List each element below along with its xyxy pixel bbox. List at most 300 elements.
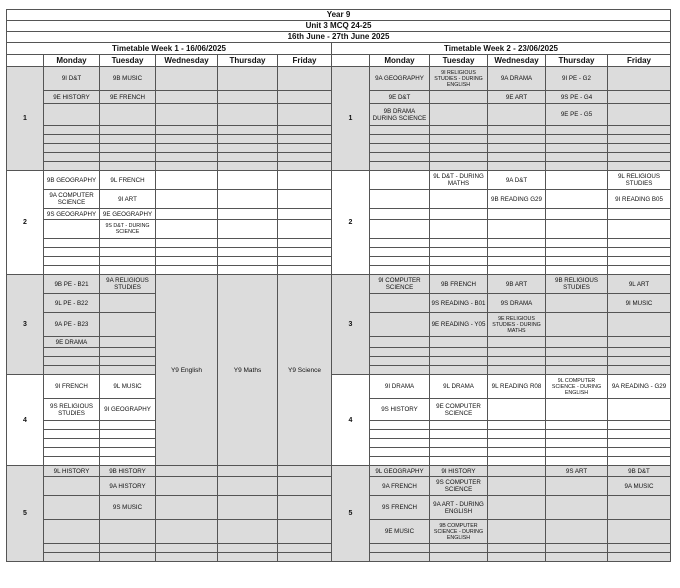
timetable-cell bbox=[218, 162, 278, 171]
timetable-cell bbox=[488, 348, 546, 357]
timetable-cell bbox=[546, 171, 608, 190]
timetable-cell bbox=[430, 544, 488, 553]
timetable-cell bbox=[218, 104, 278, 126]
timetable-cell: 9E FRENCH bbox=[100, 91, 156, 104]
timetable-cell bbox=[218, 153, 278, 162]
timetable-cell bbox=[44, 239, 100, 248]
timetable-cell bbox=[100, 544, 156, 553]
timetable-cell bbox=[44, 257, 100, 266]
timetable-cell bbox=[370, 209, 430, 220]
timetable-cell bbox=[44, 266, 100, 275]
timetable-cell bbox=[430, 553, 488, 562]
timetable-cell bbox=[100, 348, 156, 357]
timetable-cell bbox=[546, 520, 608, 544]
timetable-cell bbox=[546, 153, 608, 162]
timetable-cell bbox=[488, 257, 546, 266]
timetable-cell: 9L COMPUTER SCIENCE - DURING ENGLISH bbox=[546, 375, 608, 399]
timetable-cell bbox=[278, 466, 332, 477]
timetable-cell bbox=[44, 553, 100, 562]
timetable-cell bbox=[156, 144, 218, 153]
timetable-cell bbox=[546, 248, 608, 257]
timetable-cell bbox=[100, 248, 156, 257]
timetable-cell bbox=[44, 126, 100, 135]
timetable-cell bbox=[430, 357, 488, 366]
timetable-cell bbox=[608, 520, 671, 544]
timetable-cell bbox=[488, 126, 546, 135]
timetable-cell bbox=[156, 520, 218, 544]
timetable-cell bbox=[156, 266, 218, 275]
timetable-cell bbox=[370, 190, 430, 209]
timetable-cell: 9I HISTORY bbox=[430, 466, 488, 477]
timetable-cell bbox=[156, 91, 218, 104]
timetable-cell bbox=[370, 430, 430, 439]
timetable-cell: 9S HISTORY bbox=[370, 399, 430, 421]
timetable-cell bbox=[546, 220, 608, 239]
timetable-cell bbox=[100, 162, 156, 171]
timetable-cell bbox=[156, 220, 218, 239]
timetable-cell bbox=[488, 162, 546, 171]
w2-period-2: 2 bbox=[332, 171, 370, 275]
timetable-cell bbox=[100, 104, 156, 126]
timetable-cell bbox=[370, 220, 430, 239]
w1-day-wednesday: Wednesday bbox=[156, 55, 218, 67]
timetable-cell bbox=[100, 439, 156, 448]
timetable-cell bbox=[218, 209, 278, 220]
timetable-cell: 9I COMPUTER SCIENCE bbox=[370, 275, 430, 294]
timetable-cell: 9A PE - B23 bbox=[44, 313, 100, 337]
timetable-cell bbox=[608, 220, 671, 239]
timetable-cell bbox=[218, 144, 278, 153]
timetable-cell bbox=[608, 544, 671, 553]
timetable-cell bbox=[44, 496, 100, 520]
timetable-cell bbox=[546, 294, 608, 313]
timetable-cell bbox=[100, 294, 156, 313]
timetable-cell bbox=[546, 348, 608, 357]
timetable-cell bbox=[546, 162, 608, 171]
timetable-cell bbox=[488, 248, 546, 257]
timetable-cell: 9E D&T bbox=[370, 91, 430, 104]
timetable-cell bbox=[488, 104, 546, 126]
w2-day-monday: Monday bbox=[370, 55, 430, 67]
timetable-cell bbox=[488, 153, 546, 162]
timetable-cell bbox=[278, 171, 332, 190]
timetable-cell: 9I ART bbox=[100, 190, 156, 209]
timetable-cell bbox=[100, 266, 156, 275]
timetable-cell bbox=[100, 421, 156, 430]
timetable-cell bbox=[218, 190, 278, 209]
timetable-cell bbox=[430, 209, 488, 220]
timetable-cell bbox=[370, 337, 430, 348]
timetable-cell bbox=[546, 144, 608, 153]
timetable-cell bbox=[430, 135, 488, 144]
timetable-cell: 9B FRENCH bbox=[430, 275, 488, 294]
timetable-cell bbox=[370, 153, 430, 162]
timetable-cell: 9L FRENCH bbox=[100, 171, 156, 190]
timetable-cell: 9L MUSIC bbox=[100, 375, 156, 399]
timetable-cell: 9L DRAMA bbox=[430, 375, 488, 399]
timetable-cell bbox=[44, 477, 100, 496]
timetable-cell bbox=[430, 448, 488, 457]
timetable-cell bbox=[156, 190, 218, 209]
timetable-cell bbox=[608, 439, 671, 448]
period-col-header bbox=[7, 55, 44, 67]
timetable-cell bbox=[488, 439, 546, 448]
timetable-cell: 9L HISTORY bbox=[44, 466, 100, 477]
timetable-cell: 9B READING G29 bbox=[488, 190, 546, 209]
timetable-cell: 9B COMPUTER SCIENCE - DURING ENGLISH bbox=[430, 520, 488, 544]
timetable-cell bbox=[608, 67, 671, 91]
timetable-cell bbox=[100, 520, 156, 544]
timetable-cell bbox=[430, 337, 488, 348]
timetable-cell bbox=[370, 313, 430, 337]
timetable-cell bbox=[370, 553, 430, 562]
timetable-cell bbox=[100, 135, 156, 144]
timetable-cell bbox=[370, 457, 430, 466]
timetable-cell bbox=[488, 366, 546, 375]
timetable-cell bbox=[430, 190, 488, 209]
timetable-cell bbox=[488, 544, 546, 553]
timetable-cell bbox=[488, 553, 546, 562]
timetable-cell: 9A FRENCH bbox=[370, 477, 430, 496]
year-title: Year 9 bbox=[7, 10, 671, 21]
timetable-cell bbox=[156, 153, 218, 162]
timetable-cell: 9S ART bbox=[546, 466, 608, 477]
week1-title: Timetable Week 1 - 16/06/2025 bbox=[7, 43, 332, 55]
timetable-cell bbox=[608, 457, 671, 466]
timetable-cell: 9S GEOGRAPHY bbox=[44, 209, 100, 220]
timetable-cell bbox=[156, 257, 218, 266]
timetable-cell bbox=[608, 248, 671, 257]
timetable-cell bbox=[100, 257, 156, 266]
timetable-cell bbox=[370, 439, 430, 448]
timetable-cell bbox=[218, 544, 278, 553]
timetable-cell: 9E HISTORY bbox=[44, 91, 100, 104]
w2-period-4: 4 bbox=[332, 375, 370, 466]
timetable-cell: 9A READING - G29 bbox=[608, 375, 671, 399]
timetable-cell bbox=[546, 439, 608, 448]
timetable-cell bbox=[430, 430, 488, 439]
timetable-cell: 9I MUSIC bbox=[608, 294, 671, 313]
week2-title: Timetable Week 2 - 23/06/2025 bbox=[332, 43, 671, 55]
timetable-cell bbox=[488, 144, 546, 153]
timetable-cell bbox=[608, 209, 671, 220]
timetable-cell bbox=[100, 313, 156, 337]
timetable-cell bbox=[608, 430, 671, 439]
timetable-cell bbox=[546, 337, 608, 348]
timetable-cell bbox=[608, 153, 671, 162]
timetable-cell: 9E PE - G5 bbox=[546, 104, 608, 126]
timetable-cell bbox=[488, 477, 546, 496]
timetable-cell bbox=[430, 421, 488, 430]
timetable-cell bbox=[608, 91, 671, 104]
timetable-cell: 9B D&T bbox=[608, 466, 671, 477]
timetable-cell bbox=[278, 153, 332, 162]
timetable-cell bbox=[430, 266, 488, 275]
timetable-cell bbox=[546, 477, 608, 496]
timetable-cell bbox=[370, 239, 430, 248]
timetable-cell bbox=[488, 220, 546, 239]
timetable-cell bbox=[430, 439, 488, 448]
timetable-cell: 9I FRENCH bbox=[44, 375, 100, 399]
timetable-cell bbox=[100, 457, 156, 466]
timetable-cell bbox=[156, 171, 218, 190]
timetable-cell bbox=[44, 153, 100, 162]
timetable-cell bbox=[278, 257, 332, 266]
timetable-cell bbox=[488, 421, 546, 430]
timetable-cell bbox=[218, 248, 278, 257]
timetable-cell bbox=[608, 421, 671, 430]
timetable-cell bbox=[370, 266, 430, 275]
timetable-cell: 9S MUSIC bbox=[100, 496, 156, 520]
timetable-cell: 9S READING - B01 bbox=[430, 294, 488, 313]
timetable-cell bbox=[488, 466, 546, 477]
timetable-cell bbox=[278, 104, 332, 126]
timetable-cell bbox=[44, 544, 100, 553]
timetable-cell bbox=[546, 496, 608, 520]
timetable-cell bbox=[218, 266, 278, 275]
timetable-cell bbox=[370, 144, 430, 153]
timetable-cell: 9L RELIGIOUS STUDIES bbox=[608, 171, 671, 190]
timetable-cell bbox=[156, 104, 218, 126]
w2-period-3: 3 bbox=[332, 275, 370, 375]
w2-day-wednesday: Wednesday bbox=[488, 55, 546, 67]
timetable-cell bbox=[278, 190, 332, 209]
timetable-cell: 9S DRAMA bbox=[488, 294, 546, 313]
period-col-header bbox=[332, 55, 370, 67]
timetable-cell bbox=[100, 126, 156, 135]
timetable-cell: 9I D&T bbox=[44, 67, 100, 91]
timetable-cell bbox=[218, 520, 278, 544]
timetable-cell bbox=[608, 337, 671, 348]
timetable-cell bbox=[44, 104, 100, 126]
timetable-cell bbox=[278, 220, 332, 239]
timetable-cell bbox=[370, 248, 430, 257]
timetable-cell bbox=[608, 399, 671, 421]
timetable-cell bbox=[430, 366, 488, 375]
timetable-cell bbox=[608, 144, 671, 153]
timetable-cell bbox=[488, 457, 546, 466]
timetable-cell: 9L GEOGRAPHY bbox=[370, 466, 430, 477]
timetable-cell bbox=[100, 337, 156, 348]
timetable-cell bbox=[44, 357, 100, 366]
timetable-cell bbox=[546, 448, 608, 457]
timetable-cell: 9E RELIGIOUS STUDIES - DURING MATHS bbox=[488, 313, 546, 337]
timetable-cell: 9L PE - B22 bbox=[44, 294, 100, 313]
timetable-cell bbox=[100, 153, 156, 162]
timetable-cell bbox=[430, 104, 488, 126]
timetable-cell: 9I GEOGRAPHY bbox=[100, 399, 156, 421]
timetable-cell bbox=[546, 544, 608, 553]
timetable-cell bbox=[370, 135, 430, 144]
timetable-cell bbox=[218, 477, 278, 496]
timetable-cell: 9I PE - G2 bbox=[546, 67, 608, 91]
timetable-cell bbox=[608, 104, 671, 126]
timetable-cell bbox=[218, 91, 278, 104]
timetable-cell bbox=[156, 162, 218, 171]
timetable-cell bbox=[608, 257, 671, 266]
timetable-cell bbox=[546, 266, 608, 275]
timetable-cell bbox=[430, 348, 488, 357]
timetable-cell bbox=[430, 144, 488, 153]
timetable-cell: 9B DRAMA DURING SCIENCE bbox=[370, 104, 430, 126]
timetable-cell bbox=[278, 496, 332, 520]
timetable-cell bbox=[156, 126, 218, 135]
timetable-cell: 9B HISTORY bbox=[100, 466, 156, 477]
timetable-cell bbox=[156, 209, 218, 220]
timetable-cell bbox=[278, 553, 332, 562]
timetable-cell: 9I DRAMA bbox=[370, 375, 430, 399]
timetable-cell bbox=[488, 135, 546, 144]
timetable-cell bbox=[44, 248, 100, 257]
timetable-cell bbox=[546, 257, 608, 266]
timetable-cell bbox=[100, 448, 156, 457]
timetable-cell bbox=[608, 266, 671, 275]
timetable-cell bbox=[156, 496, 218, 520]
timetable-cell bbox=[546, 239, 608, 248]
timetable-cell bbox=[546, 366, 608, 375]
timetable-cell bbox=[278, 209, 332, 220]
timetable-cell bbox=[430, 220, 488, 239]
timetable-cell bbox=[218, 496, 278, 520]
timetable-cell bbox=[218, 239, 278, 248]
w2-period-5: 5 bbox=[332, 466, 370, 562]
timetable-cell bbox=[370, 357, 430, 366]
timetable-cell bbox=[44, 135, 100, 144]
timetable-cell bbox=[488, 520, 546, 544]
timetable-cell bbox=[370, 126, 430, 135]
timetable-cell bbox=[370, 366, 430, 375]
timetable-cell bbox=[488, 357, 546, 366]
timetable-cell: 9E COMPUTER SCIENCE bbox=[430, 399, 488, 421]
w1-day-friday: Friday bbox=[278, 55, 332, 67]
timetable-cell bbox=[156, 477, 218, 496]
timetable-cell: 9L D&T - DURING MATHS bbox=[430, 171, 488, 190]
timetable-cell: 9B MUSIC bbox=[100, 67, 156, 91]
timetable-cell: 9S RELIGIOUS STUDIES bbox=[44, 399, 100, 421]
timetable-cell: 9A DRAMA bbox=[488, 67, 546, 91]
timetable-cell bbox=[488, 209, 546, 220]
timetable-cell bbox=[370, 544, 430, 553]
timetable-cell bbox=[370, 171, 430, 190]
timetable-cell: 9A RELIGIOUS STUDIES bbox=[100, 275, 156, 294]
timetable-cell bbox=[44, 144, 100, 153]
timetable-cell bbox=[488, 337, 546, 348]
timetable-cell bbox=[278, 144, 332, 153]
timetable-cell: 9E GEOGRAPHY bbox=[100, 209, 156, 220]
timetable-cell bbox=[278, 126, 332, 135]
timetable-cell bbox=[608, 126, 671, 135]
timetable-cell bbox=[100, 430, 156, 439]
timetable-cell bbox=[546, 457, 608, 466]
timetable-cell bbox=[488, 399, 546, 421]
date-range: 16th June - 27th June 2025 bbox=[7, 32, 671, 43]
w1-period-2: 2 bbox=[7, 171, 44, 275]
unit-title: Unit 3 MCQ 24-25 bbox=[7, 21, 671, 32]
timetable-cell bbox=[546, 190, 608, 209]
timetable-cell bbox=[156, 239, 218, 248]
timetable-cell bbox=[218, 553, 278, 562]
timetable bbox=[6, 9, 671, 562]
timetable-cell: 9L ART bbox=[608, 275, 671, 294]
timetable-cell bbox=[156, 248, 218, 257]
timetable-cell bbox=[608, 448, 671, 457]
timetable-cell bbox=[546, 135, 608, 144]
timetable-cell bbox=[44, 162, 100, 171]
timetable-cell bbox=[546, 313, 608, 337]
timetable-cell bbox=[608, 357, 671, 366]
timetable-cell bbox=[278, 135, 332, 144]
timetable-cell bbox=[44, 439, 100, 448]
timetable-cell bbox=[546, 209, 608, 220]
timetable-cell: 9E READING - Y05 bbox=[430, 313, 488, 337]
w1-period-1: 1 bbox=[7, 67, 44, 171]
timetable-cell bbox=[278, 248, 332, 257]
timetable-cell bbox=[156, 135, 218, 144]
timetable-cell bbox=[488, 266, 546, 275]
timetable-cell bbox=[278, 239, 332, 248]
timetable-cell: 9B RELIGIOUS STUDIES bbox=[546, 275, 608, 294]
timetable-cell bbox=[430, 153, 488, 162]
timetable-cell bbox=[488, 496, 546, 520]
timetable-cell: 9A COMPUTER SCIENCE bbox=[44, 190, 100, 209]
timetable-cell bbox=[370, 162, 430, 171]
timetable-cell bbox=[218, 257, 278, 266]
timetable-cell bbox=[430, 91, 488, 104]
timetable-cell bbox=[44, 520, 100, 544]
timetable-cell: 9B ART bbox=[488, 275, 546, 294]
timetable-cell bbox=[100, 357, 156, 366]
timetable-cell: 9S D&T - DURING SCIENCE bbox=[100, 220, 156, 239]
timetable-cell bbox=[546, 553, 608, 562]
timetable-cell bbox=[156, 67, 218, 91]
timetable-cell bbox=[278, 162, 332, 171]
timetable-cell bbox=[218, 466, 278, 477]
timetable-cell bbox=[370, 348, 430, 357]
timetable-cell bbox=[370, 294, 430, 313]
w2-period-1: 1 bbox=[332, 67, 370, 171]
timetable-cell: 9E MUSIC bbox=[370, 520, 430, 544]
timetable-cell bbox=[218, 220, 278, 239]
timetable-cell: 9B GEOGRAPHY bbox=[44, 171, 100, 190]
timetable-cell: 9E DRAMA bbox=[44, 337, 100, 348]
w2-day-tuesday: Tuesday bbox=[430, 55, 488, 67]
timetable-cell bbox=[608, 553, 671, 562]
timetable-cell bbox=[278, 544, 332, 553]
timetable-cell bbox=[44, 457, 100, 466]
timetable-cell: 9A GEOGRAPHY bbox=[370, 67, 430, 91]
timetable-cell: 9B PE - B21 bbox=[44, 275, 100, 294]
merged-thursday-maths: Y9 Maths bbox=[218, 275, 278, 466]
timetable-cell bbox=[546, 430, 608, 439]
timetable-cell: 9I READING B05 bbox=[608, 190, 671, 209]
timetable-cell bbox=[488, 448, 546, 457]
timetable-cell bbox=[100, 239, 156, 248]
timetable-cell bbox=[546, 357, 608, 366]
timetable-cell bbox=[488, 430, 546, 439]
timetable-cell bbox=[608, 496, 671, 520]
timetable-cell bbox=[278, 91, 332, 104]
timetable-cell bbox=[44, 430, 100, 439]
timetable-cell bbox=[430, 257, 488, 266]
w2-day-friday: Friday bbox=[608, 55, 671, 67]
w1-period-3: 3 bbox=[7, 275, 44, 375]
w1-period-5: 5 bbox=[7, 466, 44, 562]
timetable-cell: 9S PE - G4 bbox=[546, 91, 608, 104]
timetable-cell bbox=[430, 126, 488, 135]
timetable-cell bbox=[608, 162, 671, 171]
timetable-cell bbox=[156, 466, 218, 477]
timetable-cell bbox=[44, 220, 100, 239]
